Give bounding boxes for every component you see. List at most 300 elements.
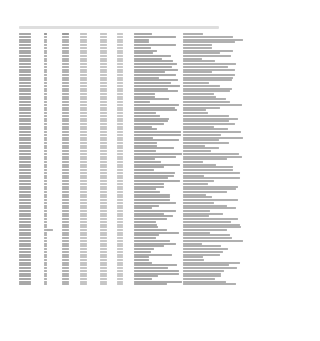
table-row (0, 85, 264, 87)
table-cell (117, 240, 123, 242)
table-cell (100, 264, 107, 266)
table-cell (117, 270, 123, 272)
table-cell (117, 273, 123, 275)
table-cell (80, 243, 87, 245)
table-cell (19, 71, 31, 73)
table-cell (117, 96, 123, 98)
table-cell (134, 161, 161, 163)
table-cell (44, 237, 47, 239)
table-cell (117, 169, 123, 171)
table-row (0, 262, 264, 264)
table-cell (19, 150, 31, 152)
table-cell (44, 183, 47, 185)
table-cell (44, 240, 47, 242)
table-cell (134, 77, 159, 79)
table-cell (44, 196, 47, 198)
table-cell (80, 145, 87, 147)
table-cell (44, 63, 47, 65)
table-cell (19, 126, 31, 128)
table-cell (183, 281, 226, 283)
table-row (0, 55, 264, 57)
table-cell (62, 85, 69, 87)
table-cell (62, 112, 69, 114)
table-cell (183, 101, 230, 103)
table-cell (19, 33, 31, 35)
table-cell (100, 191, 107, 193)
table-cell (80, 90, 87, 92)
table-cell (183, 267, 237, 269)
table-cell (62, 115, 69, 117)
table-cell (80, 191, 87, 193)
table-cell (183, 156, 242, 158)
table-cell (183, 194, 206, 196)
table-row (0, 58, 264, 60)
table-cell (117, 69, 123, 71)
table-cell (80, 234, 87, 236)
table-cell (100, 142, 107, 144)
table-cell (19, 79, 31, 81)
table-cell (183, 213, 223, 215)
table-cell (19, 98, 31, 100)
table-cell (117, 215, 123, 217)
table-cell (117, 196, 123, 198)
table-cell (117, 44, 123, 46)
table-cell (183, 63, 236, 65)
table-cell (62, 264, 69, 266)
table-cell (100, 128, 107, 130)
table-cell (19, 237, 31, 239)
table-cell (100, 218, 107, 220)
table-cell (117, 199, 123, 201)
table-cell (134, 139, 179, 141)
table-cell (100, 213, 107, 215)
table-cell (62, 33, 69, 35)
table-cell (134, 82, 171, 84)
table-cell (117, 93, 123, 95)
table-cell (62, 194, 69, 196)
table-row (0, 142, 264, 144)
table-cell (183, 218, 238, 220)
table-cell (117, 104, 123, 106)
table-cell (19, 270, 31, 272)
table-cell (100, 278, 107, 280)
table-cell (19, 215, 31, 217)
table-cell (44, 226, 47, 228)
table-cell (62, 142, 69, 144)
table-cell (183, 137, 243, 139)
table-cell (183, 118, 238, 120)
table-cell (183, 210, 210, 212)
table-cell (19, 41, 31, 43)
table-row (0, 44, 264, 46)
table-cell (183, 60, 215, 62)
table-header-row (0, 33, 264, 35)
table-cell (62, 215, 69, 217)
table-cell (183, 169, 233, 171)
table-row (0, 281, 264, 283)
table-cell (100, 196, 107, 198)
table-cell (134, 254, 172, 256)
table-cell (80, 63, 87, 65)
table-cell (19, 36, 31, 38)
table-cell (117, 52, 123, 54)
table-cell (134, 180, 180, 182)
table-cell (183, 205, 227, 207)
table-cell (117, 101, 123, 103)
table-cell (134, 186, 164, 188)
table-cell (80, 245, 87, 247)
table-cell (100, 101, 107, 103)
table-cell (183, 180, 214, 182)
table-cell (183, 283, 236, 285)
table-cell (117, 275, 123, 277)
table-cell (19, 161, 31, 163)
table-row (0, 164, 264, 166)
table-cell (100, 169, 107, 171)
table-cell (117, 118, 123, 120)
table-cell (80, 158, 87, 160)
table-cell (100, 158, 107, 160)
table-cell (134, 36, 176, 38)
table-cell (100, 126, 107, 128)
table-cell (134, 196, 170, 198)
table-cell (62, 183, 69, 185)
table-cell (44, 77, 47, 79)
table-cell (62, 256, 69, 258)
table-row (0, 240, 264, 242)
table-cell (183, 52, 220, 54)
table-cell (19, 131, 31, 133)
table-cell (183, 226, 241, 228)
table-cell (183, 142, 229, 144)
table-cell (134, 109, 177, 111)
table-row (0, 147, 264, 149)
table-cell (44, 194, 47, 196)
table-row (0, 254, 264, 256)
table-cell (100, 96, 107, 98)
table-cell (19, 158, 31, 160)
table-cell (134, 213, 164, 215)
table-cell (117, 180, 123, 182)
table-cell (183, 33, 203, 35)
table-cell (183, 139, 219, 141)
table-cell (134, 118, 169, 120)
table-cell (134, 215, 173, 217)
table-cell (183, 74, 235, 76)
table-cell (44, 123, 47, 125)
table-cell (117, 218, 123, 220)
table-cell (62, 139, 69, 141)
table-cell (80, 177, 87, 179)
table-cell (44, 281, 47, 283)
table-cell (44, 60, 47, 62)
table-cell (134, 98, 169, 100)
table-cell (44, 36, 47, 38)
table-cell (44, 259, 47, 261)
table-cell (62, 147, 69, 149)
table-cell (80, 150, 87, 152)
table-cell (117, 90, 123, 92)
table-cell (117, 39, 123, 41)
table-cell (117, 224, 123, 226)
table-row (0, 202, 264, 204)
table-cell (117, 128, 123, 130)
table-cell (80, 82, 87, 84)
table-cell (62, 137, 69, 139)
table-cell (183, 85, 220, 87)
table-cell (44, 50, 47, 52)
table-cell (44, 262, 47, 264)
table-cell (100, 161, 107, 163)
table-cell (19, 96, 31, 98)
table-row (0, 90, 264, 92)
table-cell (117, 109, 123, 111)
table-cell (80, 196, 87, 198)
table-cell (100, 36, 107, 38)
table-row (0, 207, 264, 209)
table-cell (44, 199, 47, 201)
table-cell (44, 44, 47, 46)
table-cell (62, 169, 69, 171)
table-cell (183, 207, 236, 209)
table-row (0, 82, 264, 84)
table-cell (19, 180, 31, 182)
table-cell (100, 63, 107, 65)
table-cell (100, 215, 107, 217)
table-cell (44, 131, 47, 133)
table-cell (44, 33, 47, 35)
table-cell (134, 172, 175, 174)
table-row (0, 275, 264, 277)
table-cell (134, 188, 156, 190)
table-cell (134, 33, 152, 35)
table-cell (80, 66, 87, 68)
table-cell (19, 172, 31, 174)
table-cell (134, 55, 171, 57)
table-cell (80, 275, 87, 277)
table-cell (44, 137, 47, 139)
table-cell (44, 158, 47, 160)
table-cell (100, 164, 107, 166)
table-cell (100, 188, 107, 190)
table-cell (80, 98, 87, 100)
table-cell (117, 256, 123, 258)
table-cell (62, 150, 69, 152)
table-cell (100, 153, 107, 155)
table-cell (80, 44, 87, 46)
table-cell (80, 183, 87, 185)
table-cell (44, 118, 47, 120)
table-cell (80, 101, 87, 103)
table-cell (62, 199, 69, 201)
table-cell (62, 245, 69, 247)
table-cell (183, 234, 230, 236)
table-cell (183, 104, 242, 106)
table-cell (134, 194, 170, 196)
table-cell (44, 264, 47, 266)
table-cell (62, 210, 69, 212)
table-cell (117, 194, 123, 196)
table-cell (117, 79, 123, 81)
table-cell (80, 41, 87, 43)
table-row (0, 270, 264, 272)
table-row (0, 237, 264, 239)
table-cell (19, 47, 31, 49)
table-cell (183, 96, 216, 98)
table-row (0, 107, 264, 109)
table-cell (100, 248, 107, 250)
table-cell (100, 183, 107, 185)
table-cell (100, 166, 107, 168)
table-cell (100, 50, 107, 52)
table-row (0, 158, 264, 160)
table-row (0, 104, 264, 106)
table-cell (183, 229, 227, 231)
table-cell (44, 175, 47, 177)
table-cell (117, 281, 123, 283)
table-cell (44, 210, 47, 212)
table-cell (100, 123, 107, 125)
table-cell (183, 254, 220, 256)
table-cell (183, 191, 227, 193)
table-cell (80, 213, 87, 215)
table-cell (62, 218, 69, 220)
table-cell (100, 71, 107, 73)
table-cell (62, 118, 69, 120)
table-cell (183, 158, 227, 160)
table-cell (62, 120, 69, 122)
table-cell (134, 240, 170, 242)
table-cell (62, 196, 69, 198)
table-cell (80, 232, 87, 234)
table-cell (62, 88, 69, 90)
table-cell (19, 254, 31, 256)
table-cell (134, 88, 168, 90)
table-cell (80, 36, 87, 38)
table-row (0, 245, 264, 247)
table-cell (183, 150, 211, 152)
table-row (0, 188, 264, 190)
table-cell (19, 196, 31, 198)
table-cell (183, 237, 232, 239)
table-cell (19, 123, 31, 125)
table-row (0, 98, 264, 100)
table-cell (44, 104, 47, 106)
table-cell (62, 79, 69, 81)
table-cell (100, 205, 107, 207)
table-cell (134, 69, 178, 71)
table-cell (62, 145, 69, 147)
table-cell (117, 229, 123, 231)
table-cell (117, 58, 123, 60)
table-cell (100, 221, 107, 223)
table-cell (44, 275, 47, 277)
table-cell (134, 142, 157, 144)
table-cell (80, 262, 87, 264)
table-cell (19, 229, 31, 231)
table-cell (44, 256, 47, 258)
table-cell (100, 69, 107, 71)
table-cell (19, 58, 31, 60)
table-cell (117, 60, 123, 62)
table-cell (183, 44, 212, 46)
table-cell (117, 158, 123, 160)
table-cell (134, 256, 149, 258)
table-cell (44, 224, 47, 226)
table-cell (44, 156, 47, 158)
table-cell (134, 267, 168, 269)
table-cell (19, 243, 31, 245)
table-cell (117, 207, 123, 209)
table-cell (80, 47, 87, 49)
table-cell (44, 98, 47, 100)
table-cell (100, 39, 107, 41)
table-cell (100, 98, 107, 100)
table-cell (62, 47, 69, 49)
table-cell (80, 39, 87, 41)
table-cell (19, 259, 31, 261)
table-cell (19, 74, 31, 76)
table-cell (183, 221, 231, 223)
table-cell (117, 147, 123, 149)
table-cell (134, 226, 158, 228)
table-cell (117, 183, 123, 185)
table-cell (62, 134, 69, 136)
table-cell (183, 47, 212, 49)
table-cell (80, 254, 87, 256)
table-cell (19, 205, 31, 207)
table-cell (44, 139, 47, 141)
table-cell (134, 237, 156, 239)
table-cell (134, 251, 151, 253)
table-row (0, 210, 264, 212)
table-cell (117, 156, 123, 158)
table-cell (183, 123, 235, 125)
table-cell (117, 134, 123, 136)
table-cell (19, 248, 31, 250)
table-cell (134, 85, 180, 87)
table-cell (134, 50, 157, 52)
table-cell (183, 224, 240, 226)
table-cell (134, 221, 156, 223)
table-cell (62, 63, 69, 65)
table-cell (62, 164, 69, 166)
table-cell (44, 115, 47, 117)
table-cell (44, 107, 47, 109)
table-cell (117, 164, 123, 166)
table-row (0, 60, 264, 62)
table-cell (44, 101, 47, 103)
table-row (0, 169, 264, 171)
table-cell (80, 237, 87, 239)
table-cell (80, 166, 87, 168)
table-row (0, 205, 264, 207)
table-cell (44, 47, 47, 49)
table-cell (62, 226, 69, 228)
table-cell (62, 77, 69, 79)
table-cell (134, 90, 178, 92)
table-cell (44, 134, 47, 136)
table-cell (100, 137, 107, 139)
table-cell (19, 210, 31, 212)
table-cell (19, 245, 31, 247)
table-cell (80, 264, 87, 266)
table-cell (134, 169, 154, 171)
table-cell (183, 126, 214, 128)
table-cell (134, 96, 155, 98)
table-cell (100, 77, 107, 79)
table-row (0, 278, 264, 280)
